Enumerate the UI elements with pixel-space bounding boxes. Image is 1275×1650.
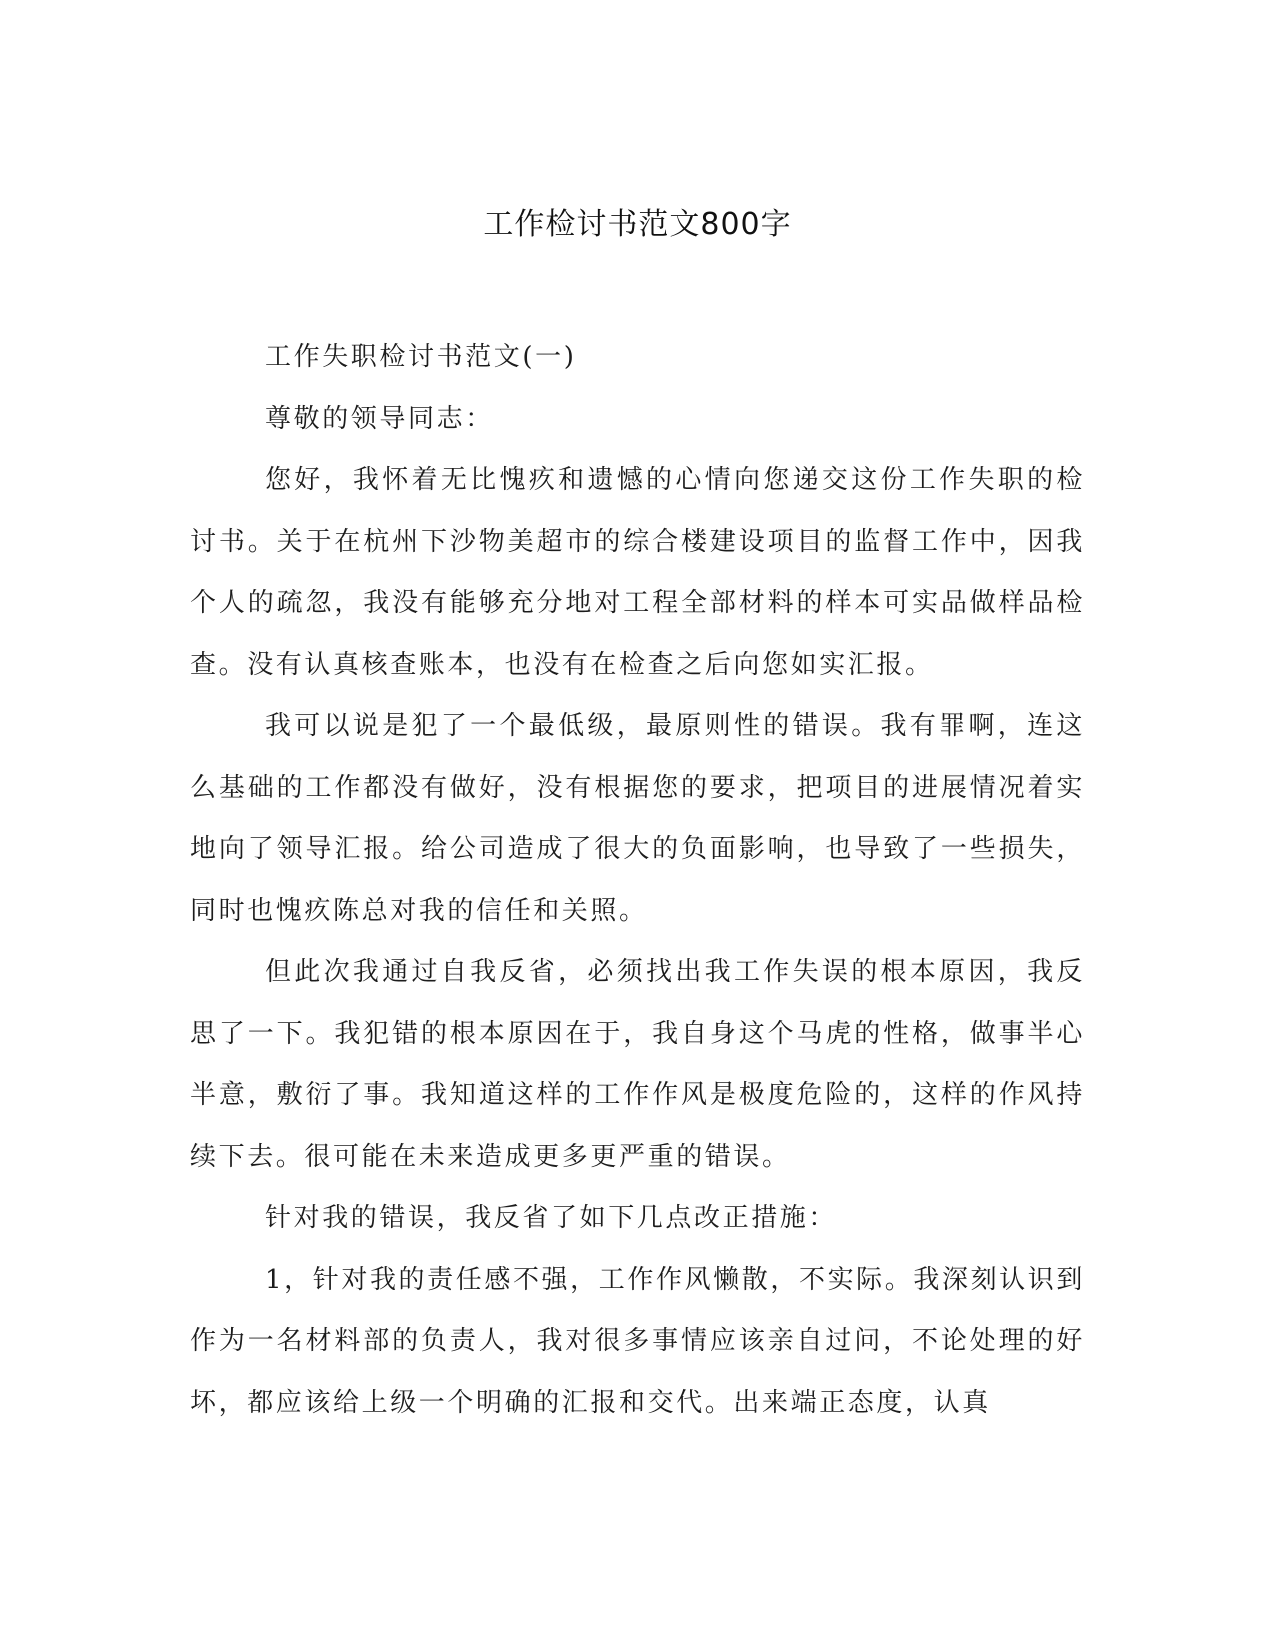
body-paragraph: 但此次我通过自我反省，必须找出我工作失误的根本原因，我反思了一下。我犯错的根本原因在于，我自身这个马虎的性格，做事半心半意，敷衍了事。我知道这样的工作作风是极度危险的，这样的作风持续下去。很可能在未来造成更多更严重的错误。 <box>190 957 1085 1172</box>
body-paragraph: 我可以说是犯了一个最低级，最原则性的错误。我有罪啊，连这么基础的工作都没有做好，没有根据您的要求，把项目的进展情况着实地向了领导汇报。给公司造成了很大的负面影响，也导致了一些损失，同时也愧疚陈总对我的信任和关照。 <box>190 711 1085 926</box>
salutation: 尊敬的领导同志： <box>265 403 494 434</box>
section-heading: 工作失职检讨书范文(一) <box>265 342 577 372</box>
document-body <box>190 327 1085 1434</box>
body-paragraph: 您好，我怀着无比愧疚和遗憾的心情向您递交这份工作失职的检讨书。关于在杭州下沙物美超市的综合楼建设项目的监督工作中，因我个人的疏忽，我没有能够充分地对工程全部材料的样本可实品做样品检查。没有认真核查账本，也没有在检查之后向您如实汇报。 <box>190 465 1085 680</box>
body-paragraph: 针对我的错误，我反省了如下几点改正措施： <box>265 1203 838 1233</box>
document-title: 工作检讨书范文800字 <box>483 207 792 242</box>
body-paragraph: 1，针对我的责任感不强，工作作风懒散，不实际。我深刻认识到作为一名材料部的负责人，我对很多事情应该亲自过问，不论处理的好坏，都应该给上级一个明确的汇报和交代。出来端正态度，认真 <box>190 1264 1085 1418</box>
